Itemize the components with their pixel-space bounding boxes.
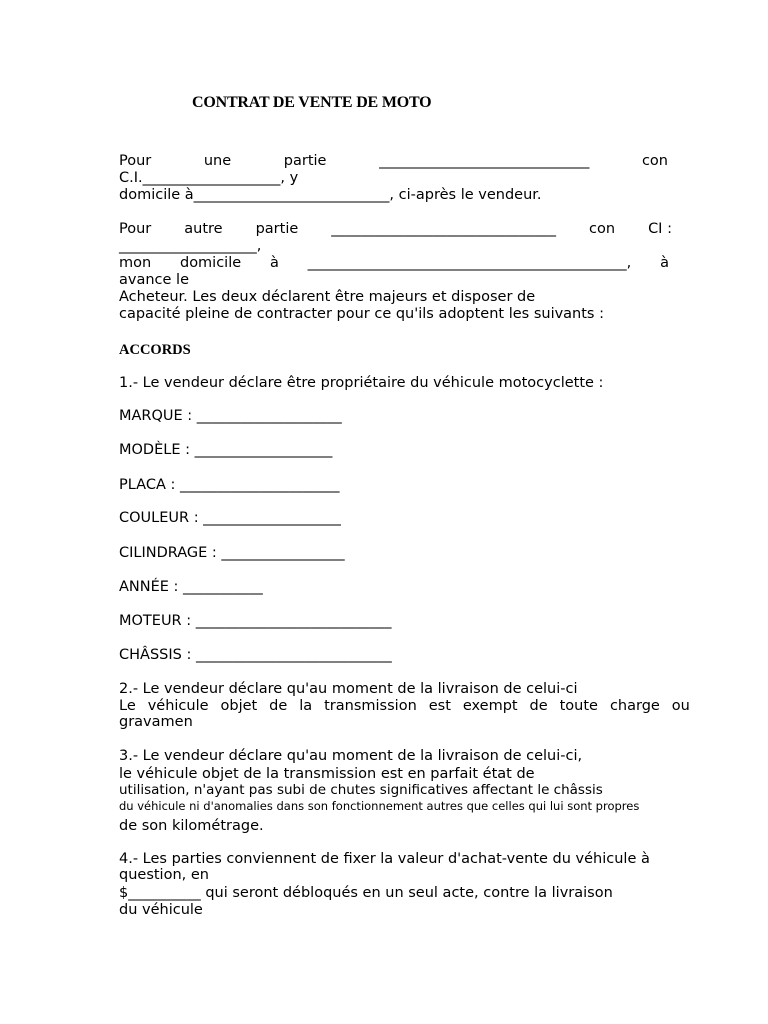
clause-1: 1.- Le vendeur déclare être propriétaire du véhicule motocyclette : bbox=[119, 375, 604, 391]
clause-3-line-4: du véhicule ni d'anomalies dans son fonctionnement autres que celles qui lui sont propres bbox=[119, 799, 640, 813]
buyer-word: con bbox=[589, 221, 616, 237]
document-title: CONTRAT DE VENTE DE MOTO bbox=[192, 94, 432, 111]
clause-2-word: transmission bbox=[324, 698, 417, 714]
buyer-word: CI : bbox=[648, 221, 672, 237]
field-cilindrage: CILINDRAGE : _________________ bbox=[119, 545, 345, 561]
clause-2-word: exempt bbox=[462, 698, 518, 714]
buyer-line-4: avance le bbox=[119, 272, 189, 288]
buyer-word: partie bbox=[255, 221, 299, 237]
buyer-address-line bbox=[119, 255, 669, 272]
buyer-word: mon bbox=[119, 255, 152, 271]
clause-3-line-5: de son kilométrage. bbox=[119, 818, 264, 834]
buyer-word: autre bbox=[184, 221, 223, 237]
clause-3-line-2: le véhicule objet de la transmission est en parfait état de bbox=[119, 766, 535, 782]
buyer-id-blank: ___________________, bbox=[119, 238, 262, 254]
clause-4-line-4: du véhicule bbox=[119, 902, 203, 918]
clause-2-word: toute bbox=[559, 698, 598, 714]
seller-word: Pour bbox=[119, 153, 152, 169]
buyer-word: Pour bbox=[119, 221, 152, 237]
clause-3-line-1: 3.- Le vendeur déclare qu'au moment de la livraison de celui-ci, bbox=[119, 748, 583, 764]
accords-heading: ACCORDS bbox=[119, 342, 191, 358]
clause-2-word: de bbox=[269, 698, 288, 714]
buyer-line-1 bbox=[119, 221, 672, 238]
buyer-name-blank: _______________________________ bbox=[331, 221, 557, 237]
clause-2-word: charge bbox=[609, 698, 660, 714]
clause-2-word: la bbox=[299, 698, 313, 714]
clause-2-word: est bbox=[428, 698, 451, 714]
seller-id-line: C.I.___________________, y bbox=[119, 170, 299, 186]
buyer-word: à bbox=[660, 255, 669, 271]
clause-4-line-3: $__________ qui seront débloqués en un seul acte, contre la livraison bbox=[119, 885, 613, 901]
clause-2-word: ou bbox=[671, 698, 690, 714]
field-marque: MARQUE : ____________________ bbox=[119, 408, 342, 424]
seller-word: une bbox=[203, 153, 232, 169]
buyer-word: domicile bbox=[179, 255, 242, 271]
buyer-word: à bbox=[269, 255, 279, 271]
buyer-line-5: Acheteur. Les deux déclarent être majeurs et disposer de bbox=[119, 289, 536, 305]
field-chassis: CHÂSSIS : ___________________________ bbox=[119, 647, 392, 663]
field-annee: ANNÉE : ___________ bbox=[119, 579, 263, 595]
seller-word: partie bbox=[283, 153, 327, 169]
clause-2-word: de bbox=[529, 698, 548, 714]
field-couleur: COULEUR : ___________________ bbox=[119, 510, 341, 526]
field-placa: PLACA : ______________________ bbox=[119, 477, 340, 493]
seller-line-1 bbox=[119, 153, 668, 170]
clause-3-line-3: utilisation, n'ayant pas subi de chutes significatives affectant le châssis bbox=[119, 782, 603, 798]
clause-4-line-1: 4.- Les parties conviennent de fixer la valeur d'achat-vente du véhicule à bbox=[119, 851, 650, 867]
clause-2-line-2 bbox=[119, 698, 690, 715]
clause-2-line-1: 2.- Le vendeur déclare qu'au moment de la livraison de celui-ci bbox=[119, 681, 578, 697]
field-modele: MODÈLE : ___________________ bbox=[119, 442, 333, 458]
buyer-address-blank: ____________________________________________, bbox=[307, 255, 632, 271]
field-moteur: MOTEUR : ___________________________ bbox=[119, 613, 392, 629]
seller-name-blank: _____________________________ bbox=[379, 153, 590, 169]
clause-2-line-3: gravamen bbox=[119, 714, 193, 730]
clause-2-word: objet bbox=[220, 698, 258, 714]
seller-address-line: domicile à___________________________, ci-après le vendeur. bbox=[119, 187, 542, 203]
buyer-line-6: capacité pleine de contracter pour ce qu'ils adoptent les suivants : bbox=[119, 306, 604, 322]
seller-word: con bbox=[641, 153, 668, 169]
clause-2-word: véhicule bbox=[147, 698, 209, 714]
clause-2-word: Le bbox=[119, 698, 136, 714]
clause-4-line-2: question, en bbox=[119, 867, 209, 883]
